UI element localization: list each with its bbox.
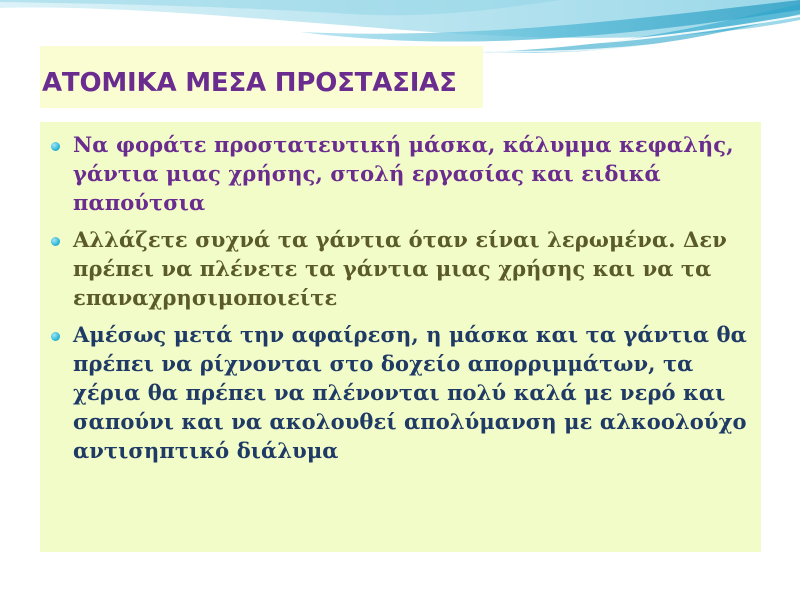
bullet-list bbox=[50, 130, 750, 473]
title-box bbox=[40, 46, 483, 108]
bullet-dot-icon bbox=[51, 142, 60, 151]
bullet-text-1: Να φοράτε προστατευτική μάσκα, κάλυμμα κεφαλής, γάντια μιας χρήσης, στολή εργασίας και ειδικά παπούτσια bbox=[73, 132, 734, 215]
bullet-item-2 bbox=[50, 225, 750, 312]
bullet-dot-icon bbox=[51, 237, 60, 246]
slide-title: ΑΤΟΜΙΚΑ ΜΕΣΑ ΠΡΟΣΤΑΣΙΑΣ bbox=[42, 68, 457, 98]
bullet-dot-icon bbox=[51, 332, 60, 341]
bullet-text-2: Αλλάζετε συχνά τα γάντια όταν είναι λερωμένα. Δεν πρέπει να πλένετε τα γάντια μιας χρήσης και να τα επαναχρησιμοποιείτε bbox=[73, 227, 727, 310]
content-box bbox=[40, 122, 761, 552]
bullet-text-3: Αμέσως μετά την αφαίρεση, η μάσκα και τα γάντια θα πρέπει να ρίχνονται στο δοχείο απορριμμάτων, τα χέρια θα πρέπει να πλένονται πολύ καλά με νερό και σαπούνι και να ακολουθεί απολύμανση με αλκοολούχο αντισηπτικό διάλυμα bbox=[73, 322, 747, 463]
bullet-item-1 bbox=[50, 130, 750, 217]
bullet-item-3 bbox=[50, 320, 750, 465]
